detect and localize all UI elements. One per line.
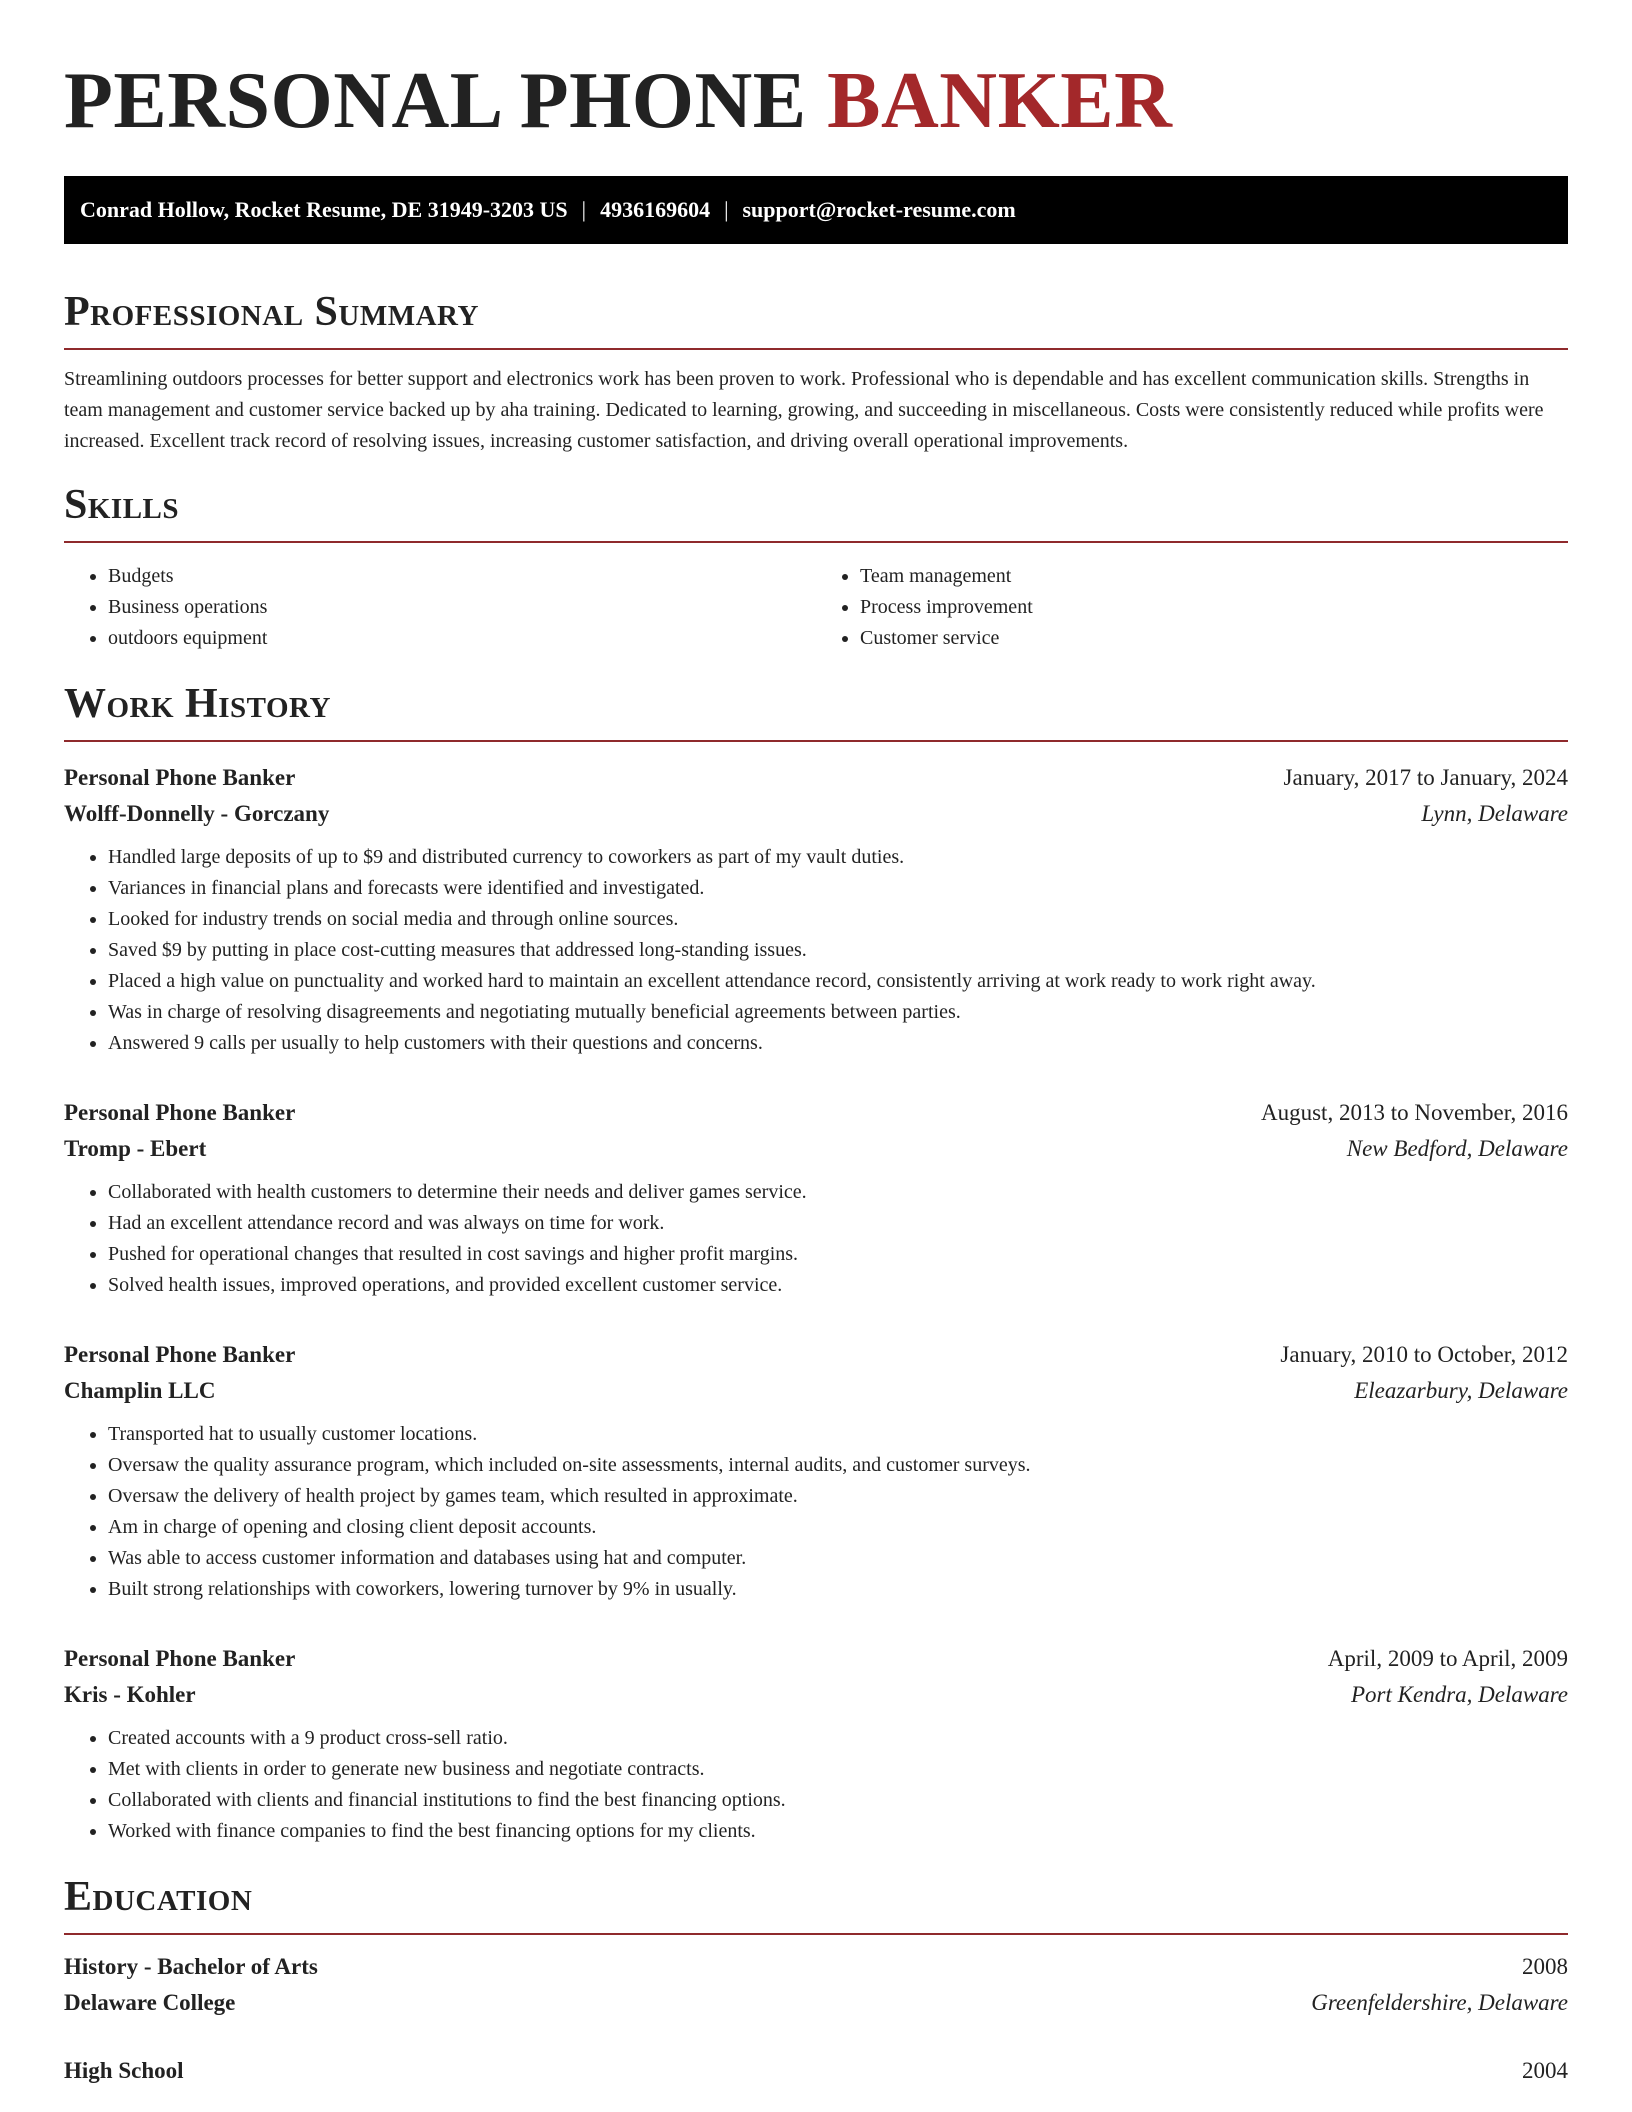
skills-section <box>64 483 1568 654</box>
section-heading-skills: Skills <box>64 483 1568 543</box>
education-year: 2004 <box>1522 2058 1568 2083</box>
skills-grid <box>64 561 1568 654</box>
skill-item: • Process improvement <box>860 592 1568 623</box>
job-bullet: • Collaborated with health customers to determine their needs and deliver games service. <box>108 1177 1568 1208</box>
job-bullet: • Solved health issues, improved operations, and provided excellent customer service. <box>108 1270 1568 1301</box>
section-heading-education: Education <box>64 1875 1568 1935</box>
work-history-section <box>64 682 1568 1847</box>
education-year: 2008 <box>1522 1954 1568 1979</box>
education-degree: High School <box>64 2058 184 2083</box>
job-entry <box>64 1095 1568 1301</box>
contact-email: support@rocket-resume.com <box>742 197 1016 222</box>
job-company: Wolff-Donnelly - Gorczany <box>64 801 330 826</box>
job-location: Port Kendra, Delaware <box>1351 1682 1568 1707</box>
job-entry <box>64 760 1568 1059</box>
job-bullets <box>64 1177 1568 1301</box>
skill-item: • outdoors equipment <box>108 623 816 654</box>
job-bullet: • Met with clients in order to generate new business and negotiate contracts. <box>108 1754 1568 1785</box>
job-bullet: • Collaborated with clients and financial institutions to find the best financing options. <box>108 1785 1568 1816</box>
job-title: Personal Phone Banker <box>64 1342 296 1367</box>
contact-address: Conrad Hollow, Rocket Resume, DE 31949-3203 US <box>80 197 568 222</box>
job-title: Personal Phone Banker <box>64 765 296 790</box>
job-bullet: • Answered 9 calls per usually to help customers with their questions and concerns. <box>108 1028 1568 1059</box>
education-entry <box>64 2053 1568 2089</box>
professional-summary-section <box>64 290 1568 457</box>
job-bullet: • Variances in financial plans and forecasts were identified and investigated. <box>108 873 1568 904</box>
job-company: Champlin LLC <box>64 1378 216 1403</box>
education-location: Greenfeldershire, Delaware <box>1311 1990 1568 2015</box>
skills-column-right <box>816 561 1568 654</box>
contact-separator: | <box>581 197 587 222</box>
education-entry <box>64 1949 1568 2021</box>
job-dates: January, 2010 to October, 2012 <box>1280 1342 1568 1367</box>
skill-item: • Budgets <box>108 561 816 592</box>
section-heading-summary: Professional Summary <box>64 290 1568 350</box>
job-bullet: • Was in charge of resolving disagreements and negotiating mutually beneficial agreements between parties. <box>108 997 1568 1028</box>
job-dates: August, 2013 to November, 2016 <box>1261 1100 1568 1125</box>
job-bullets <box>64 842 1568 1059</box>
job-bullet: • Had an excellent attendance record and was always on time for work. <box>108 1208 1568 1239</box>
job-bullet: • Created accounts with a 9 product cross-sell ratio. <box>108 1723 1568 1754</box>
job-title: Personal Phone Banker <box>64 1646 296 1671</box>
job-bullet: • Placed a high value on punctuality and worked hard to maintain an excellent attendance record, consistently arriving at work ready to work right away. <box>108 966 1568 997</box>
job-entry <box>64 1337 1568 1605</box>
job-entry <box>64 1641 1568 1847</box>
skill-item: • Team management <box>860 561 1568 592</box>
job-bullet: • Pushed for operational changes that resulted in cost savings and higher profit margins. <box>108 1239 1568 1270</box>
job-dates: April, 2009 to April, 2009 <box>1327 1646 1568 1671</box>
job-location: Lynn, Delaware <box>1421 801 1568 826</box>
contact-separator: | <box>724 197 729 222</box>
job-bullet: • Transported hat to usually customer locations. <box>108 1419 1568 1450</box>
job-bullets <box>64 1419 1568 1605</box>
summary-text: Streamlining outdoors processes for better support and electronics work has been proven to work. Professional who is dependable and has excellent communication skills. Strengths in team management and customer service backed up by aha training. Dedicated to learning, growing, and succeeding in miscellaneous. Costs were consistently reduced while profits were increased. Excellent track record of resolving issues, increasing customer satisfaction, and driving overall operational improvements. <box>64 368 1544 452</box>
contact-bar <box>64 176 1568 244</box>
job-company: Tromp - Ebert <box>64 1136 207 1161</box>
job-bullet: • Was able to access customer information and databases using hat and computer. <box>108 1543 1568 1574</box>
job-bullet: • Oversaw the quality assurance program, which included on-site assessments, internal audits, and customer surveys. <box>108 1450 1568 1481</box>
job-bullet: • Looked for industry trends on social media and through online sources. <box>108 904 1568 935</box>
job-bullets <box>64 1723 1568 1847</box>
job-bullet: • Handled large deposits of up to $9 and distributed currency to coworkers as part of my vault duties. <box>108 842 1568 873</box>
title-accent: BANKER <box>827 57 1173 145</box>
skill-item: • Business operations <box>108 592 816 623</box>
resume-title <box>64 0 1568 146</box>
contact-phone: 4936169604 <box>600 197 711 222</box>
section-heading-work: Work History <box>64 682 1568 742</box>
job-bullet: • Built strong relationships with coworkers, lowering turnover by 9% in usually. <box>108 1574 1568 1605</box>
job-bullet: • Oversaw the delivery of health project by games team, which resulted in approximate. <box>108 1481 1568 1512</box>
education-school: Delaware College <box>64 1990 236 2015</box>
job-title: Personal Phone Banker <box>64 1100 296 1125</box>
job-company: Kris - Kohler <box>64 1682 196 1707</box>
job-location: New Bedford, Delaware <box>1346 1136 1568 1161</box>
title-main: PERSONAL PHONE <box>64 57 828 145</box>
education-degree: History - Bachelor of Arts <box>64 1954 318 1979</box>
job-bullet: • Am in charge of opening and closing client deposit accounts. <box>108 1512 1568 1543</box>
job-location: Eleazarbury, Delaware <box>1354 1378 1568 1403</box>
job-bullet: • Worked with finance companies to find the best financing options for my clients. <box>108 1816 1568 1847</box>
education-section <box>64 1875 1568 2089</box>
skills-column-left <box>64 561 816 654</box>
job-bullet: • Saved $9 by putting in place cost-cutting measures that addressed long-standing issues. <box>108 935 1568 966</box>
skill-item: • Customer service <box>860 623 1568 654</box>
job-dates: January, 2017 to January, 2024 <box>1283 765 1568 790</box>
